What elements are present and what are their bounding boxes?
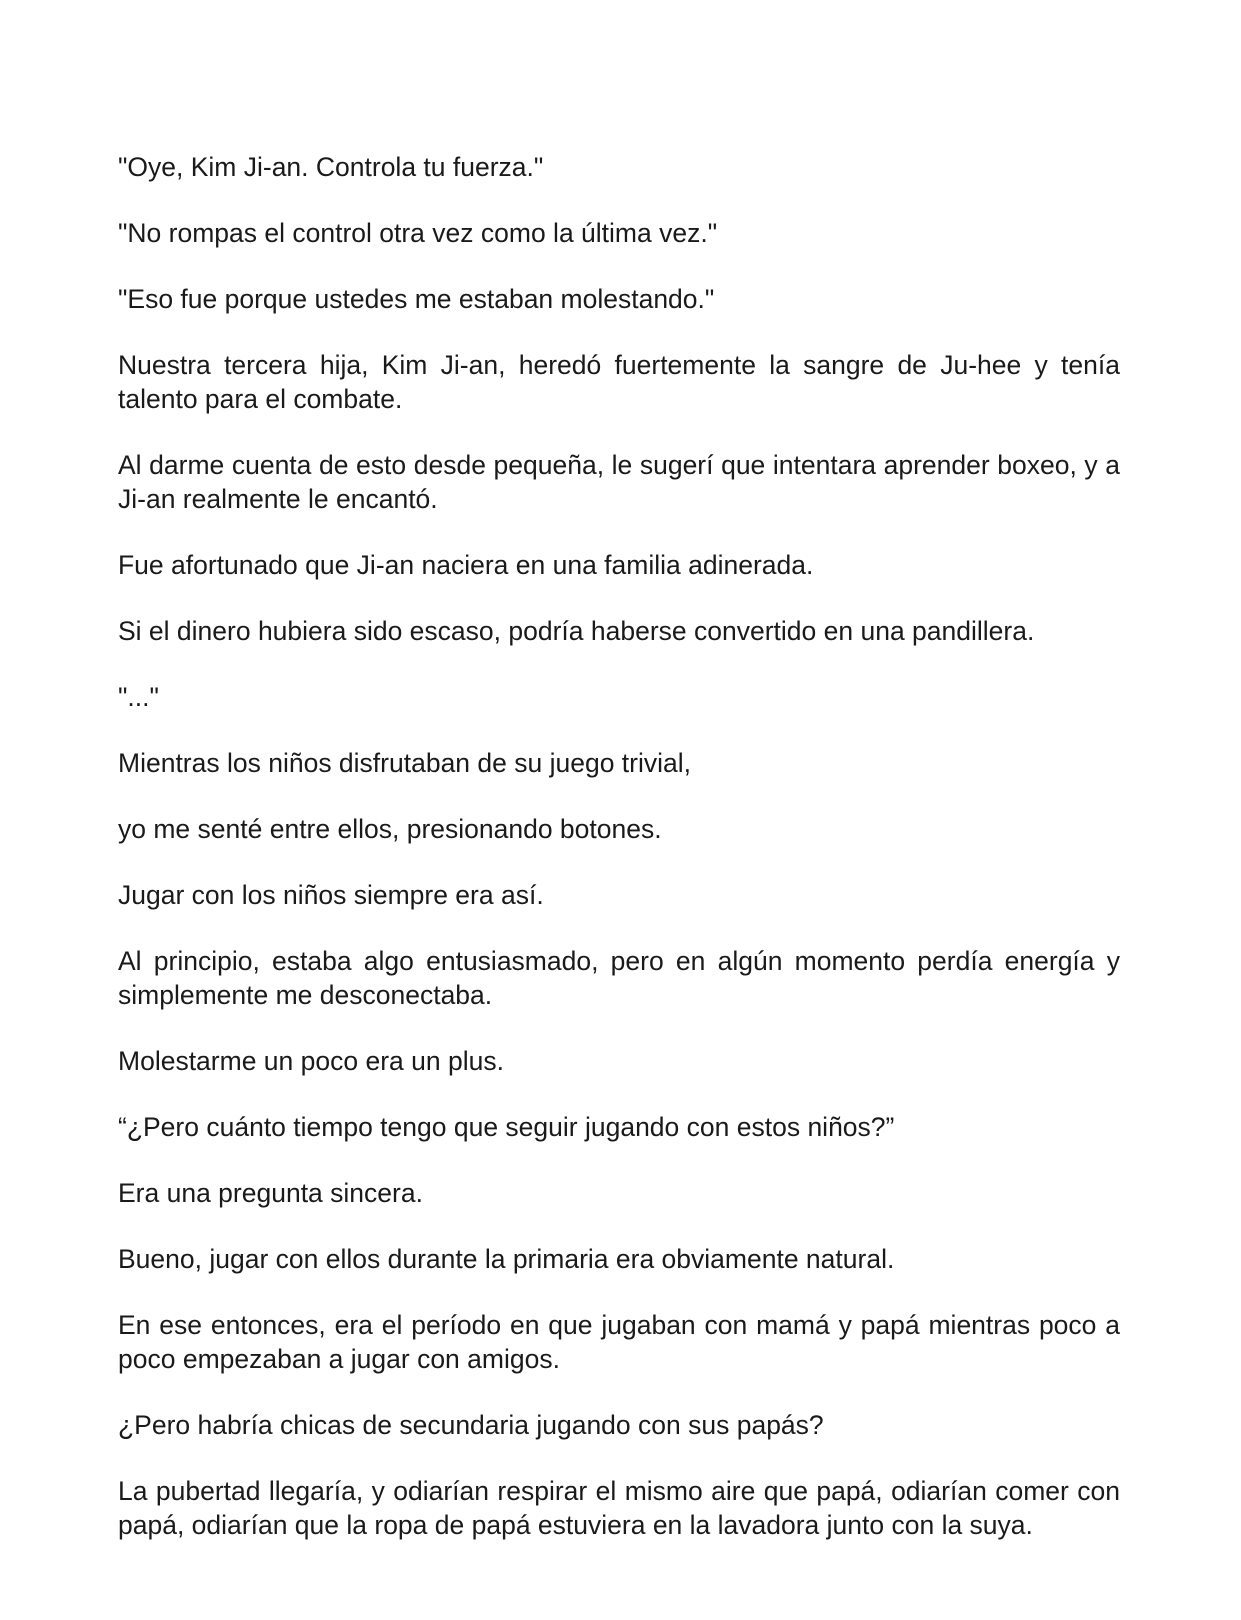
- paragraph: "Eso fue porque ustedes me estaban molestando.": [118, 284, 715, 314]
- paragraph: “¿Pero cuánto tiempo tengo que seguir jugando con estos niños?”: [118, 1112, 895, 1142]
- paragraph: Fue afortunado que Ji-an naciera en una familia adinerada.: [118, 550, 814, 580]
- paragraph: Nuestra tercera hija, Kim Ji-an, heredó fuertemente la sangre de Ju-hee y tenía talento para el combate.: [118, 350, 1120, 414]
- document-body: [118, 150, 1120, 1574]
- paragraph: Al principio, estaba algo entusiasmado, pero en algún momento perdía energía y simplemente me desconectaba.: [118, 946, 1120, 1010]
- paragraph: Al darme cuenta de esto desde pequeña, le sugerí que intentara aprender boxeo, y a Ji-an realmente le encantó.: [118, 450, 1120, 514]
- paragraph: "Oye, Kim Ji-an. Controla tu fuerza.": [118, 152, 544, 182]
- paragraph: En ese entonces, era el período en que jugaban con mamá y papá mientras poco a poco empezaban a jugar con amigos.: [118, 1310, 1120, 1374]
- paragraph: Bueno, jugar con ellos durante la primaria era obviamente natural.: [118, 1244, 895, 1274]
- paragraph: Mientras los niños disfrutaban de su juego trivial,: [118, 748, 691, 778]
- paragraph: yo me senté entre ellos, presionando botones.: [118, 814, 662, 844]
- paragraph: Si el dinero hubiera sido escaso, podría haberse convertido en una pandillera.: [118, 616, 1035, 646]
- paragraph: "No rompas el control otra vez como la última vez.": [118, 218, 718, 248]
- paragraph: Jugar con los niños siempre era así.: [118, 880, 544, 910]
- paragraph: Molestarme un poco era un plus.: [118, 1046, 504, 1076]
- paragraph: Era una pregunta sincera.: [118, 1178, 423, 1208]
- paragraph: "...": [118, 682, 159, 712]
- paragraph: La pubertad llegaría, y odiarían respirar el mismo aire que papá, odiarían comer con papá, odiarían que la ropa de papá estuviera en la lavadora junto con la suya.: [118, 1476, 1120, 1540]
- paragraph: ¿Pero habría chicas de secundaria jugando con sus papás?: [118, 1410, 824, 1440]
